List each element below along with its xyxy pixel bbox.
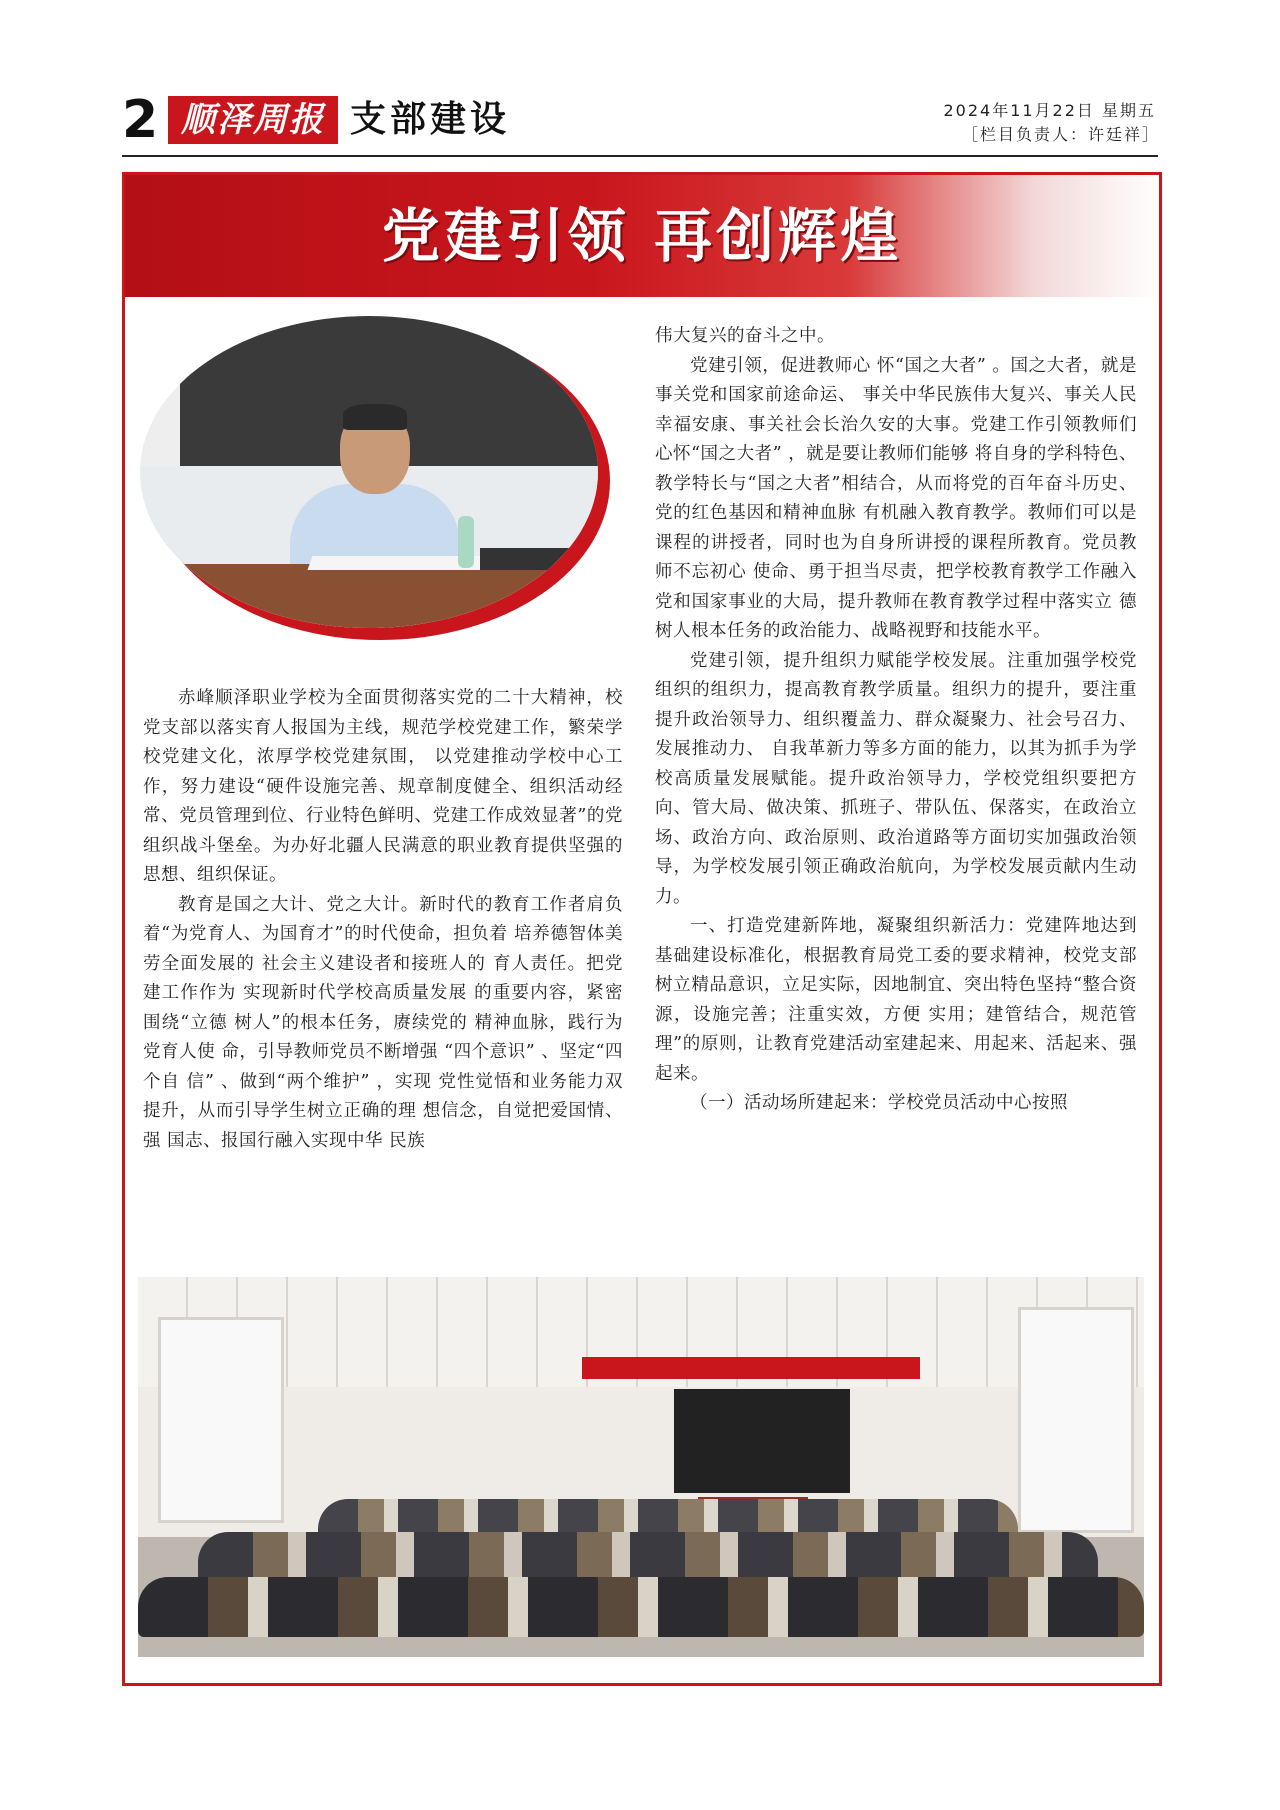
paragraph: 教育是国之大计、党之大计。新时代的教育工作者肩负着“为党育人、为国育才”的时代使命，担负着 培养德智体美劳全面发展的 社会主义建设者和接班人的 育人责任。把党建工作作为 实现新时代学校高质量发展 的重要内容，紧密围绕“立德 树人”的根本任务，赓续党的 精神血脉，践行为党育人使 命，引导教师党员不断增强 “四个意识” 、坚定“四个自 信” 、做到“两个维护” ，实现 党性觉悟和业务能力双提升，从而引导学生树立正确的理 想信念，自觉把爱国情、强 国志、报国行融入实现中华 民族 [143,894,623,1151]
paragraph: （一）活动场所建起来：学校党员活动中心按照 [690,1093,1068,1113]
window-shape [1018,1307,1134,1533]
window-shape [158,1317,284,1523]
meeting-photo [138,1277,1144,1657]
paragraph: 党建引领，提升组织力赋能学校发展。注重加强学校党组织的组织力，提高教育教学质量。组织力的提升，要注重提升政治领导力、组织覆盖力、群众凝聚力、社会号召力、发展推动力、 自我革新力等多方面的能力，以其为抓手为学校高质量发展赋能。提升政治领导力，学校党组织要把方向、管大局、做决策、抓班子、带队伍、保落实，在政治立场、政治方向、政治原则、政治道路等方面切实加强政治领导，为学校发展引领正确政治航向，为学校发展贡献内生动力。 [655,650,1137,907]
bottle-shape [458,516,474,568]
screen-shape [674,1389,850,1493]
portrait-photo [140,316,598,628]
desk-shape [140,564,598,628]
newspaper-logo: 顺泽周报 [168,96,338,144]
masthead [0,0,1280,160]
article-title: 党建引领 再创辉煌 [381,202,903,270]
paragraph: 赤峰顺泽职业学校为全面贯彻落实党的二十大精神，校党支部以落实育人报国为主线，规范学校党建工作，繁荣学校党建文化，浓厚学校党建氛围， 以党建推动学校中心工作，努力建设“硬件设施完善、规章制度健全、组织活动经常、党员管理到位、行业特色鲜明、党建工作成效显著”的党组织战斗堡垒。为办好北疆人民满意的职业教育提供坚强的思想、组织保证。 [143,688,623,885]
issue-date: 2024年11月22日 星期五 [943,101,1156,120]
audience-row-shape [138,1577,1144,1637]
paragraph: 伟大复兴的奋斗之中。 [655,326,835,346]
red-banner-shape [582,1357,920,1379]
audience-row-shape [198,1532,1098,1582]
person-hair-shape [343,404,407,430]
article-column-left [143,684,623,1156]
ceiling-shape [138,1277,1144,1397]
article-column-right [655,322,1137,1119]
masthead-divider [122,155,1158,157]
paragraph: 党建引领，促进教师心 怀“国之大者” 。国之大者，就是事关党和国家前途命运、 事关中华民族伟大复兴、事关人民幸福安康、事关社会长治久安的大事。党建工作引领教师们心怀“国之大者” ，就是要让教师们能够 将自身的学科特色、教学特长与“国之大者”相结合，从而将党的百年奋斗历史、党的红色基因和精神血脉 有机融入教育教学。教师们可以是课程的讲授者，同时也为自身所讲授的课程所教育。党员教师不忘初心 使命、勇于担当尽责，把学校教育教学工作融入党和国家事业的大局，提升教师在教育教学过程中落实立 德树人根本任务的政治能力、战略视野和技能水平。 [655,355,1137,641]
paragraph: 一、打造党建新阵地，凝聚组织新活力：党建阵地达到基础建设标准化，根据教育局党工委的要求精神，校党支部树立精品意识，立足实际，因地制宜、突出特色坚持“整合资源，设施完善；注重实效，方便 实用；建管结合，规范管理”的原则，让教育党建活动室建起来、用起来、活起来、强起来。 [655,916,1137,1084]
column-editor: ［栏目负责人：许廷祥］ [961,125,1160,144]
title-banner [125,175,1159,297]
page-number: 2 [122,90,159,150]
section-title: 支部建设 [350,99,511,140]
laptop-shape [480,548,580,570]
